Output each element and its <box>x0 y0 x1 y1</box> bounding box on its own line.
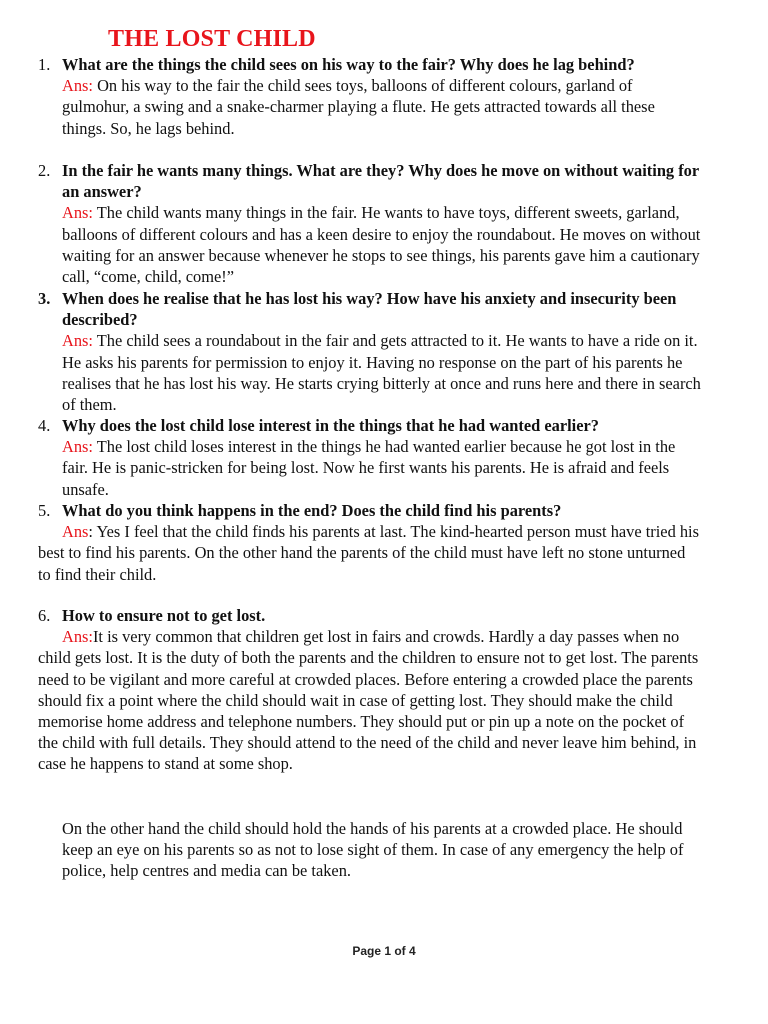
page-number-footer: Page 1 of 4 <box>352 944 416 958</box>
answer-label: Ans: <box>62 627 93 647</box>
document-title: THE LOST CHILD <box>108 26 316 52</box>
answer-label: Ans: <box>62 76 93 96</box>
answer-body: : Yes I feel that the child finds his parents at last. The kind-hearted person must have tried his best to find his parents. On the other hand the parents of the child must have left no stone unturned to find their child. <box>38 522 699 584</box>
question-number: 2. <box>38 161 51 180</box>
answer-text <box>62 330 702 415</box>
answer-label: Ans <box>62 522 89 542</box>
answer-label: Ans: <box>62 331 93 351</box>
qa-item-3 <box>38 288 702 415</box>
qa-item-6 <box>38 605 702 775</box>
answer-label: Ans: <box>62 437 93 457</box>
question-number: 1. <box>38 55 51 74</box>
qa-item-4 <box>38 415 702 500</box>
question-text: How to ensure not to get lost. <box>62 606 266 625</box>
qa-item-1 <box>38 54 702 139</box>
question-text: Why does the lost child lose interest in the things that he had wanted earlier? <box>62 416 599 435</box>
question-text: In the fair he wants many things. What are they? Why does he move on without waiting for an answer? <box>62 161 699 202</box>
question-number: 6. <box>38 606 51 625</box>
answer-text <box>62 436 702 500</box>
answer-body: The child sees a roundabout in the fair and gets attracted to it. He wants to have a ride on it. He asks his parents for permission to enjoy it. Having no response on the part of his parents he realises that he has lost his way. He starts crying bitterly at once and runs here and there in search of them. <box>62 331 701 415</box>
answer-body: The child wants many things in the fair. He wants to have toys, different sweets, garland, balloons of different colours and has a keen desire to enjoy the roundabout. He moves on without waiting for an answer because whenever he stops to see things, his parents gave him a cautionary call, “come, child, come!” <box>62 203 701 287</box>
qa-item-2 <box>38 160 702 287</box>
question-text: When does he realise that he has lost his way? How have his anxiety and insecurity been described? <box>62 289 677 330</box>
closing-paragraph: On the other hand the child should hold the hands of his parents at a crowded place. He should keep an eye on his parents so as not to lose sight of them. In case of any emergency the help of police, help centres and media can be taken. <box>62 819 684 881</box>
question-text: What do you think happens in the end? Does the child find his parents? <box>62 501 562 520</box>
question-number: 5. <box>38 501 51 520</box>
answer-text <box>38 626 702 774</box>
question-text: What are the things the child sees on his way to the fair? Why does he lag behind? <box>62 55 635 74</box>
answer-body: The lost child loses interest in the things he had wanted earlier because he got lost in the fair. He is panic-stricken for being lost. Now he first wants his parents. He is afraid and feels unsafe. <box>62 437 676 499</box>
answer-text <box>62 75 702 139</box>
answer-label: Ans: <box>62 203 93 223</box>
answer-body: It is very common that children get lost in fairs and crowds. Hardly a day passes when no child gets lost. It is the duty of both the parents and the children to ensure not to get lost. The parents need to be vigilant and more careful at crowded places. Before entering a crowded place the parents should fix a point where the child should wait in case of getting lost. They should make the child memorise home address and telephone numbers. They should put or pin up a note on the pocket of the child with full details. They should attend to the need of the child and never leave him behind, in case he happens to stand at some shop. <box>38 627 699 774</box>
answer-text <box>38 521 702 585</box>
qa-item-5 <box>38 500 702 585</box>
question-number: 3. <box>38 289 51 308</box>
question-number: 4. <box>38 416 51 435</box>
answer-body: On his way to the fair the child sees toys, balloons of different colours, garland of gulmohur, a swing and a snake-charmer playing a flute. He gets attracted towards all these things. So, he lags behind. <box>62 76 655 138</box>
answer-text <box>62 202 702 287</box>
